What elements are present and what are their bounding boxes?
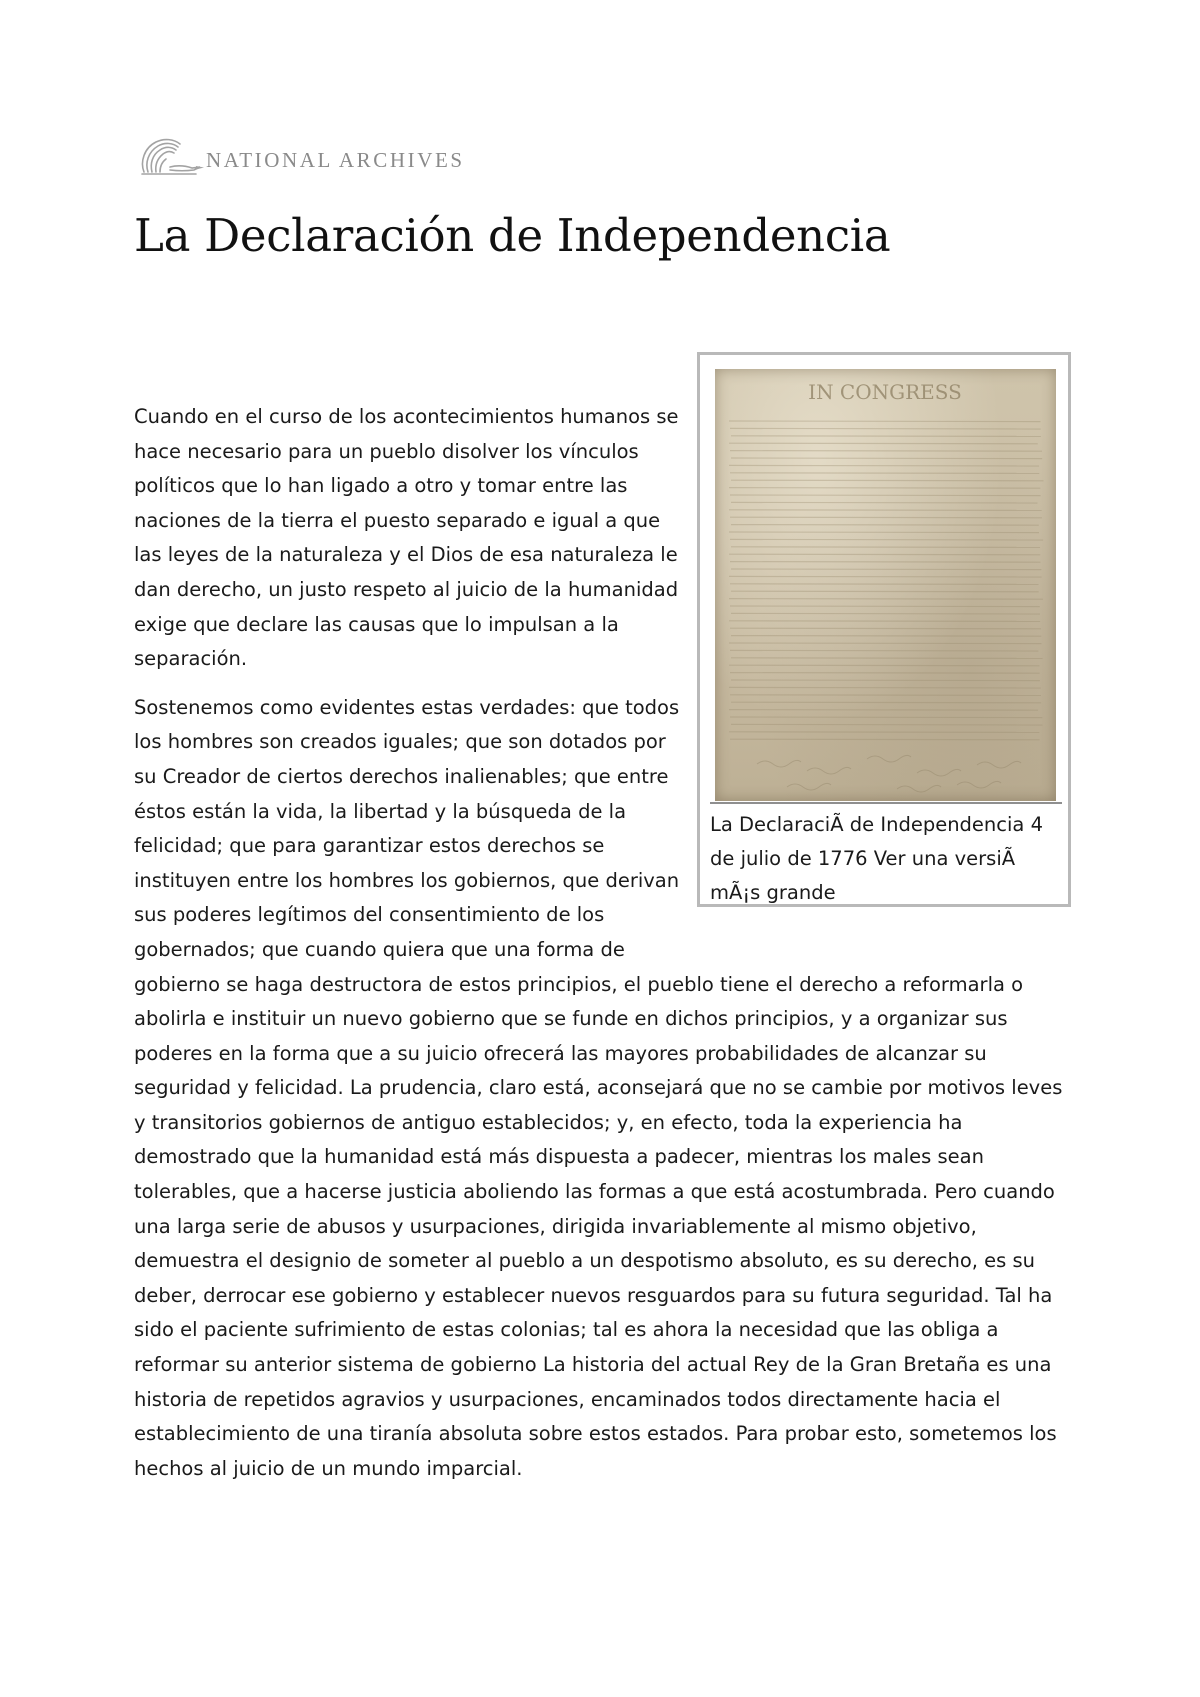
paragraph-2: Sostenemos como evidentes estas verdades: que todos los hombres son creados iguales; que son dotados por su Creador de ciertos derechos inalienables; que entre éstos están la vida, la libertad y la búsqueda de la felicidad; que para garantizar estos derechos se instituyen entre los hombres los gobiernos, que derivan sus poderes legítimos del consentimiento de los gobernados; que cuando quiera que una forma de gobierno se haga destructora de estos principios, el pueblo tiene el derecho a reformarla o abolirla e instituir un nuevo gobierno que se funde en dichos principios, y a organizar sus poderes en la forma que a su juicio ofrecerá las mayores probabilidades de alcanzar su seguridad y felicidad. La prudencia, claro está, aconsejará que no se cambie por motivos leves y transitorios gobiernos de antiguo establecidos; y, en efecto, toda la experiencia ha demostrado que la humanidad está más dispuesta a padecer, mientras los males sean tolerables, que a hacerse justicia aboliendo las formas a que está acostumbrada. Pero cuando una larga serie de abusos y usurpaciones, dirigida invariablemente al mismo objetivo, demuestra el designio de someter al pueblo a un despotismo absoluto, es su derecho, es su deber, derrocar ese gobierno y establecer nuevos resguardos para su futura seguridad. Tal ha sido el paciente sufrimiento de estas colonias; tal es ahora la necesidad que las obliga a reformar su anterior sistema de gobierno La historia del actual Rey de la Gran Bretaña es una historia de repetidos agravios y usurpaciones, encaminados todos directamente hacia el establecimiento de una tiranía absoluta sobre estos estados. Para probar esto, sometemos los hechos al juicio de un mundo imparcial.: [134, 695, 1063, 1480]
national-archives-logo[interactable]: [134, 134, 465, 180]
article-body: [134, 400, 1080, 1486]
eagle-logo-icon: [134, 134, 210, 180]
page-title: La Declaración de Independencia: [134, 209, 891, 262]
figure-spacer: [692, 400, 1080, 948]
paragraph-1: Cuando en el curso de los acontecimientos humanos se hace necesario para un pueblo disolver los vínculos políticos que lo han ligado a otro y tomar entre las naciones de la tierra el puesto separado e igual a que las leyes de la naturaleza y el Dios de esa naturaleza le dan derecho, un justo respeto al juicio de la humanidad exige que declare las causas que lo impulsan a la separación.: [134, 405, 679, 671]
manuscript-heading: IN CONGRESS: [808, 380, 962, 404]
logo-wordmark: NATIONAL ARCHIVES: [206, 147, 465, 172]
figure-caption: La DeclaraciÃ de Independencia 4 de julio de 1776 Ver una versiÃ mÃ¡s grande: [710, 802, 1062, 910]
